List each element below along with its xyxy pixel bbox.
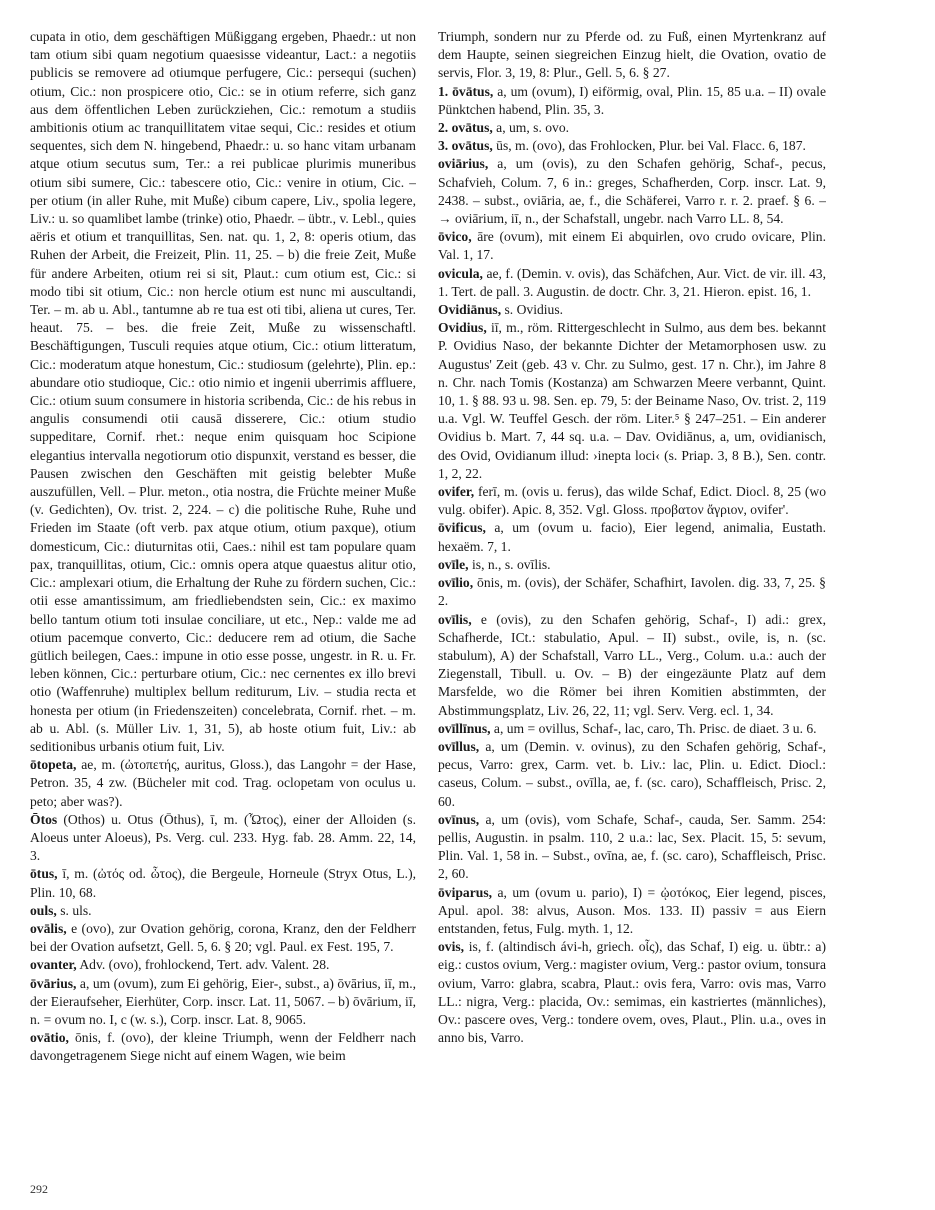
dictionary-entry — [438, 938, 826, 1047]
entry-lemma: ōvico, — [438, 229, 472, 245]
dictionary-entry — [438, 811, 826, 884]
entry-lemma: ovīllus, — [438, 738, 480, 754]
entry-lemma: ōvificus, — [438, 520, 486, 536]
entry-text: is, n., s. ovīlis. — [472, 556, 551, 572]
entry-text: cupata in otio, dem geschäftigen Müßiggang ergeben, Phaedr.: ut non tam otium sibi quam negotium quaesisse videantur, Lact.: a negotiis publicis se removere ad otiumque perfugere, Cic.: persequi (suchen) otium, Cic.: non prospicere otio, Cic.: se in otium referre, sich ganz aus dem öffentlichen Leben zurückziehen, Cic.: remotum a studiis ambitionis otium ac tranquillitatem vitae sequi, Cic.: resides et otium sequentes, sich dem N. hingebend, Phaedr.: u. so hanc vitam urbanam atque otium secutus sum, Ter.: a rei publicae plurimis muneribus otium sibi sumere, Cic.: tabescere otio, Cic.: venire in otium, Cic. – per otium (in aller Ruhe, mit Muße) cibum capere, Liv., spolia legere, Liv.: u. so quamlibet lambe (trinke) otio, Phaedr. – übtr., v. Lebl., quies aëris et otium et tranquillitas, Sen. nat. qu. 1, 2, 8: operis otium, das Ruhen der Arbeit, die Freizeit, Plin. 11, 25. – b) die freie Zeit, Muße für andere Arbeiten, otium rei si sit, Plaut.: cum otium est, Cic.: si modo tibi sit otium, Cic.: non hercle otium est nunc mi auscultandi, Ter. – m. ab u. Abl., tantumne ab re tua est oti tibi, aliena ut cures, Ter. heaut. 75. – bes. die freie Zeit, Muße zu wissenschaftl. Beschäftigungen, Tusculi requies atque otium, Cic.: otium litteratum, Cic.: moderatum atque honestum, Cic.: studiosum (gelehrte), Plin. ep.: abundare otio studioque, Cic.: otio nimio et ingenii uberrimis affluere, Cic.: otium suum consumere in historia scribenda, Cic.: de his rebus in angulis consumendi otii causā disserere, Cic.: otium studio suppeditare, Cornif. rhet.: neque enim quisquam hoc Scipione elegantius intervalla negotiorum otio dispunxit, verstand es besser, die Pausen zwischen den Geschäften mit geistig belebter Muße auszufüllen, Vell. – Plur. meton., otia nostra, die Früchte meiner Muße (v. Gedichten), Ov. trist. 2, 224. – c) die politische Ruhe, Ruhe und Frieden im Staate (oft verb. pax atque otium, otium paxque), otium domesticum, Cic.: diuturnitas otii, Caes.: nihil est tam populare quam pax, tranquillitas, otium, Cic.: omnis opera atque quaestus alitur otio, Cic.: amplexari otium, die Erhaltung der Ruhe zu fördern suchen, Cic.: otii esse amantissimum, am friedliebendsten sein, Cic.: ex maximo bello tantum otium toti insulae conciliare, ut etc., Nep.: valde me ad otium pacemque converto, Cic.: deducere rem ad otium, die Sache gütlich beilegen, Caes.: impune in otio esse posse, ungestr. in R. u. Fr. leben können, Cic.: perturbare otium, Cic.: nec cernentes ex illo brevi otio (Waffenruhe) multiplex bellum rediturum, Liv. – studia recta et honesta per otium (in Friedenszeiten) concelebrata, Cornif. rhet. – m. ab u. Abl. (s. Müller Liv. 1, 31, 5), ab hoste otium fuit, Liv.: ab seditionibus urbanis otium fuit, Liv. — [30, 29, 416, 754]
entry-text: a, um (ovum), I) eiförmig, oval, Plin. 15, 85 u.a. – II) ovale Pünktchen habend, Plin. 35, 3. — [438, 83, 826, 117]
left-column — [30, 28, 416, 1178]
entry-text: ae, m. (ὠτοπετής, auritus, Gloss.), das Langohr = der Hase, Petron. 35, 4 zw. (Bücheler mit cod. Trag. oclopetam von oculus u. peto; aber was?). — [30, 757, 416, 809]
entry-lemma: Ōtos — [30, 811, 58, 827]
page-number: 292 — [30, 1182, 48, 1196]
entry-text: ī, m. (ὠτός od. ὦτος), die Bergeule, Horneule (Stryx Otus, L.), Plin. 10, 68. — [30, 866, 416, 900]
dictionary-entry — [438, 228, 826, 264]
dictionary-entry — [438, 137, 826, 155]
entry-lemma: ōtus, — [30, 866, 58, 882]
right-column — [438, 28, 826, 1178]
dictionary-entry — [438, 28, 826, 83]
dictionary-entry — [438, 611, 826, 720]
dictionary-entry — [438, 574, 826, 610]
entry-lemma: ovīllīnus, — [438, 720, 491, 736]
entry-text: iī, m., röm. Rittergeschlecht in Sulmo, aus dem bes. bekannt P. Ovidius Naso, der bekannte Dichter der Metamorphosen usw. zu Augustus' Zeit (geb. 43 v. Chr. zu Sulmo, gest. 17 n. Chr.), im Jahre 8 n. Chr. nach Tomis (Kostanza) am Schwarzen Meere verbannt, Quint. 10, 1. § 88. 93 u. 98. Sen. ep. 79, 5: der Beiname Naso, Ov. trist. 2, 119 u.a. Vgl. W. Teuffel Gesch. der röm. Liter.⁵ § 247–251. – Ein anderer Ovidius b. Mart. 7, 44 sq. u.a. – Dav. Ovidiānus, a, um, ovidianisch, des Ovid, Ovidianum illud: ›inepta loci‹ (s. Priap. 3, 8 B.), Sen. contr. 1, 2, 22. — [438, 320, 826, 481]
entry-lemma: 3. ovātus, — [438, 138, 493, 154]
entry-lemma: ōviparus, — [438, 884, 493, 900]
entry-text: a, um (ovis), vom Schafe, Schaf-, cauda, Ser. Samm. 254: pellis, Augustin. in psalm. 110, 2 u.a.: lac, Sex. Placit. 15, 5: sevum, Plin. Val. 1, 58 in. – Subst., ovīna, ae, f. (sc. caro), Schaffleisch, Prisc. 2, 60. — [438, 811, 826, 882]
entry-lemma: ovālis, — [30, 920, 67, 936]
entry-text: a, um (ovis), zu den Schafen gehörig, Schaf-, pecus, Schafvieh, Colum. 7, 6 in.: greges, Schafherden, Corp. inscr. Lat. 9, 2438. – subst., oviāria, ae, f., die Schäferei, Varro r. r. 2. praef. § 6. – → oviārium, iī, n., der Schafstall, ungebr. nach Varro LL. 8, 54. — [438, 156, 826, 227]
dictionary-entry — [30, 920, 416, 956]
dictionary-entry — [438, 265, 826, 301]
entry-text: ōnis, m. (ovis), der Schäfer, Schafhirt, Iavolen. dig. 33, 7, 25. § 2. — [438, 575, 826, 609]
entry-text: e (ovis), zu den Schafen gehörig, Schaf-, I) adi.: grex, Schafherde, ICt.: stabulatio, Apul. – II) subst., ovile, is, n. (sc. stabulum), A) der Schafstall, Varro LL., Verg., Colum. u.a.: auch der Ziegenstall, Tibull. u. Ov. – B) der eingezäunte Platz auf dem Marsfelde, wo die Römer bei ihren Komitien abstimmten, der Abstimmungsplatz, Liv. 26, 22, 11; vgl. Serv. Verg. ecl. 1, 34. — [438, 611, 826, 718]
entry-lemma: ovis, — [438, 939, 465, 955]
dictionary-entry — [30, 902, 416, 920]
entry-lemma: ovīnus, — [438, 811, 480, 827]
entry-lemma: 1. ōvātus, — [438, 83, 494, 99]
entry-lemma: ovīle, — [438, 556, 469, 572]
dictionary-entry — [30, 956, 416, 974]
entry-lemma: 2. ovātus, — [438, 120, 493, 136]
dictionary-entry — [30, 811, 416, 866]
entry-lemma: ovīlio, — [438, 575, 474, 591]
entry-text: ferī, m. (ovis u. ferus), das wilde Schaf, Edict. Diocl. 8, 25 (wo vulg. obifer). Apic. 8, 352. Vgl. Gloss. προβατον ἄγριον, ovifer'. — [438, 484, 826, 518]
entry-text: a, um (Demin. v. ovinus), zu den Schafen gehörig, Schaf-, pecus, Varro: grex, Carm. vet. b. Liv.: lac, Plin. u. Edict. Diocl.: caseus, Colum. – subst., ovīlla, ae, f. (sc. caro), Schaffleisch, Prisc. 2, 60. — [438, 738, 826, 809]
entry-text: āre (ovum), mit einem Ei abquirlen, ovo crudo ovicare, Plin. Val. 1, 17. — [438, 229, 826, 263]
dictionary-entry — [438, 884, 826, 939]
entry-text: a, um (ovum u. pario), I) = ᾠοτόκος, Eier legend, pisces, Apul. apol. 38: alvus, Auson. Mos. 133. II) passiv = aus Eiern entstanden, fetus, Fulg. myth. 1, 12. — [438, 884, 826, 936]
dictionary-entry — [30, 865, 416, 901]
entry-lemma: ovicula, — [438, 265, 483, 281]
entry-lemma: ōvārius, — [30, 975, 77, 991]
dictionary-entry — [438, 155, 826, 228]
dictionary-entry — [438, 519, 826, 555]
entry-text: e (ovo), zur Ovation gehörig, corona, Kranz, den der Feldherr bei der Ovation aufsetzt, Gell. 5, 6. § 20; vgl. Paul. ex Fest. 195, 7. — [30, 920, 416, 955]
entry-text: a, um (ovum u. facio), Eier legend, animalia, Eustath. hexaëm. 7, 1. — [438, 520, 826, 554]
entry-text: s. uls. — [60, 902, 92, 918]
entry-text: is, f. (altindisch ávi-h, griech. οἶς), das Schaf, I) eig. u. übtr.: a) eig.: custos ovium, Verg.: magister ovium, Verg.: pastor ovium, tonsura ovium, Varro: glabra, scabra, Plaut.: ovis fera, Varro: ovis mas, Varro LL.: nigra, Verg.: placida, Ov.: semimas, ein kastriertes (männliches), Ov.: pascere oves, Verg.: tondere ovem, oves, Plaut., Plin. u.a., oves in anno bis, Varro. — [438, 939, 826, 1046]
dictionary-entry — [30, 975, 416, 1030]
dictionary-entry — [438, 483, 826, 519]
dictionary-entry — [30, 28, 416, 756]
dictionary-entry — [438, 301, 826, 319]
dictionary-entry — [438, 556, 826, 574]
entry-text: s. Ovidius. — [504, 302, 564, 318]
dictionary-entry — [438, 720, 826, 738]
entry-lemma: ovātio, — [30, 1030, 69, 1046]
entry-lemma: Ovidiānus, — [438, 302, 502, 318]
entry-text: a, um, s. ovo. — [496, 120, 570, 136]
entry-text: ūs, m. (ovo), das Frohlocken, Plur. bei Val. Flacc. 6, 187. — [496, 138, 806, 154]
entry-text: a, um = ovillus, Schaf-, lac, caro, Th. Prisc. de diaet. 3 u. 6. — [493, 720, 817, 736]
entry-lemma: Ovidius, — [438, 320, 487, 336]
entry-text: Adv. (ovo), frohlockend, Tert. adv. Valent. 28. — [79, 957, 330, 973]
dictionary-entry — [438, 83, 826, 119]
entry-lemma: ōtopeta, — [30, 757, 77, 773]
entry-lemma: ovifer, — [438, 484, 475, 500]
dictionary-entry — [438, 119, 826, 137]
dictionary-entry — [30, 756, 416, 811]
entry-lemma: oviārius, — [438, 156, 489, 172]
entry-text: a, um (ovum), zum Ei gehörig, Eier-, subst., a) ōvārius, iī, m., der Eieraufseher, Eierhüter, Corp. inscr. Lat. 11, 5067. – b) ōvārium, iī, n. = ovum no. I, c (w. s.), Corp. inscr. Lat. 8, 9065. — [30, 975, 416, 1027]
dictionary-entry — [438, 319, 826, 483]
entry-text: Triumph, sondern nur zu Pferde od. zu Fuß, einen Myrtenkranz auf dem Haupte, seinen siegreichen Einzug hielt, die Ovation, ovatio de servis, Flor. 3, 19, 8: Plur., Gell. 5, 6. § 27. — [438, 29, 826, 81]
entry-text: ae, f. (Demin. v. ovis), das Schäfchen, Aur. Vict. de vir. ill. 43, 1. Tert. de pall. 3. Augustin. de doctr. Chr. 3, 21. Hieron. epist. 16, 1. — [438, 265, 826, 299]
dictionary-entry — [30, 1029, 416, 1065]
entry-text: ōnis, f. (ovo), der kleine Triumph, wenn der Feldherr nach davongetragenem Siege nicht auf einem Wagen, wie beim — [30, 1030, 416, 1064]
dictionary-entry — [438, 738, 826, 811]
entry-lemma: ovanter, — [30, 957, 77, 973]
entry-lemma: ovīlis, — [438, 611, 472, 627]
entry-lemma: ouls, — [30, 902, 57, 918]
entry-text: (Othos) u. Otus (Ōthus), ī, m. (Ὦτος), einer der Alloiden (s. Aloeus unter Aloeus), Ps. Verg. cul. 233. Hyg. fab. 28. Amm. 22, 14, 3. — [30, 811, 416, 864]
